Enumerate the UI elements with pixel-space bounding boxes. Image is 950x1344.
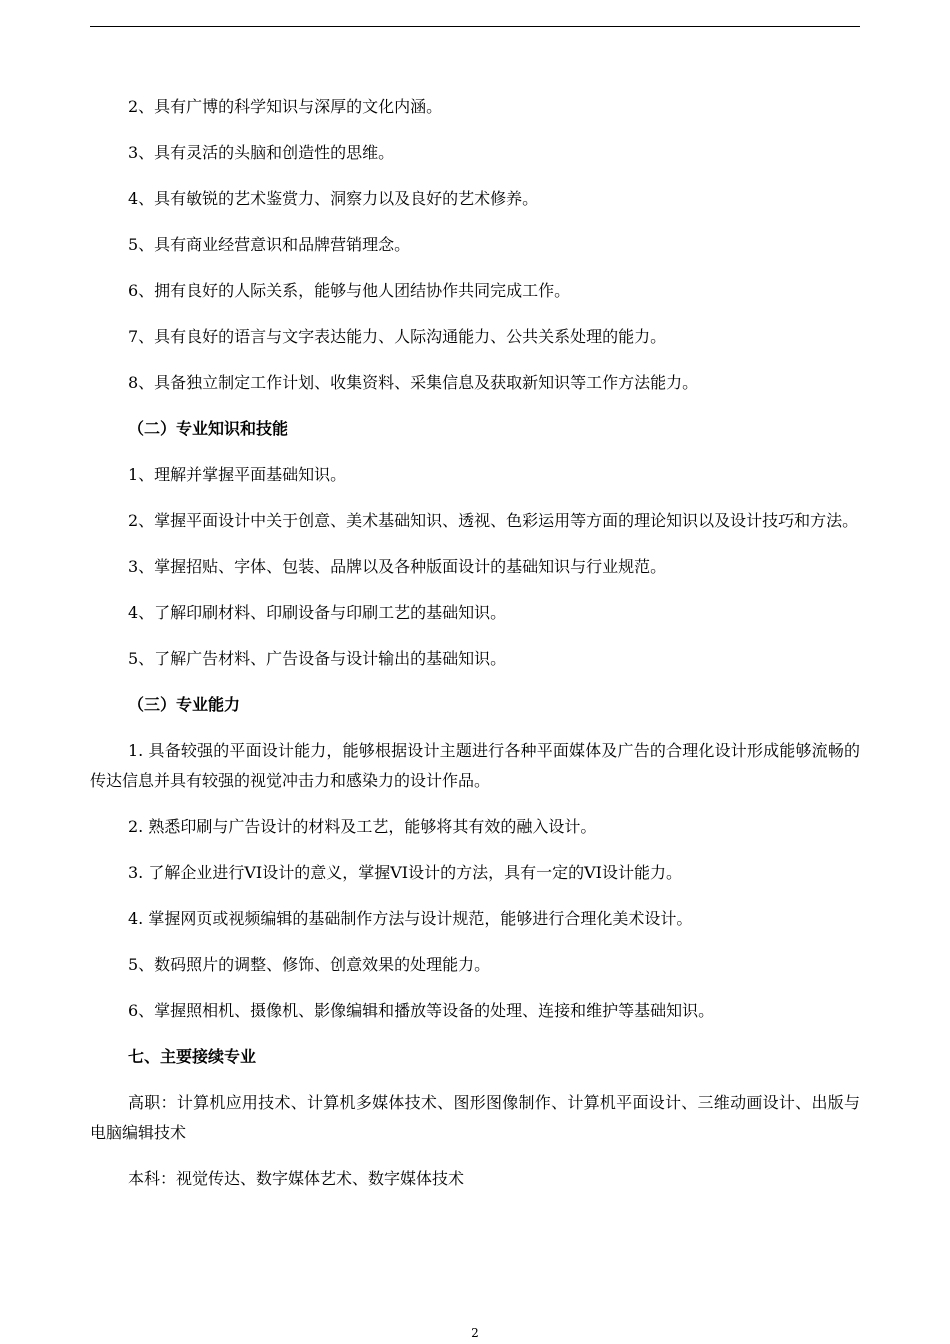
ability-item-6: 6、掌握照相机、摄像机、影像编辑和播放等设备的处理、连接和维护等基础知识。 xyxy=(128,1001,715,1020)
header-rule xyxy=(90,26,860,27)
knowledge-item-4: 4、了解印刷材料、印刷设备与印刷工艺的基础知识。 xyxy=(128,603,507,622)
personal-item-7: 7、具有良好的语言与文字表达能力、人际沟通能力、公共关系处理的能力。 xyxy=(128,327,667,346)
personal-item-5: 5、具有商业经营意识和品牌营销理念。 xyxy=(128,235,411,254)
knowledge-item-2: 2、掌握平面设计中关于创意、美术基础知识、透视、色彩运用等方面的理论知识以及设计技巧和方法。 xyxy=(128,511,859,530)
personal-item-3: 3、具有灵活的头脑和创造性的思维。 xyxy=(128,143,395,162)
continuation-undergraduate: 本科：视觉传达、数字媒体艺术、数字媒体技术 xyxy=(128,1169,465,1188)
personal-item-2: 2、具有广博的科学知识与深厚的文化内涵。 xyxy=(128,97,443,116)
personal-item-4: 4、具有敏锐的艺术鉴赏力、洞察力以及良好的艺术修养。 xyxy=(128,189,539,208)
personal-item-8: 8、具备独立制定工作计划、收集资料、采集信息及获取新知识等工作方法能力。 xyxy=(128,373,699,392)
ability-item-3: 3. 了解企业进行VI设计的意义，掌握VI设计的方法，具有一定的VI设计能力。 xyxy=(128,863,682,882)
personal-item-6: 6、拥有良好的人际关系，能够与他人团结协作共同完成工作。 xyxy=(128,281,571,300)
document-body xyxy=(90,92,860,1210)
ability-item-5: 5、数码照片的调整、修饰、创意效果的处理能力。 xyxy=(128,955,491,974)
knowledge-item-5: 5、了解广告材料、广告设备与设计输出的基础知识。 xyxy=(128,649,507,668)
knowledge-heading: （二）专业知识和技能 xyxy=(128,419,289,438)
continuation-vocational: 高职：计算机应用技术、计算机多媒体技术、图形图像制作、计算机平面设计、三维动画设计、出版与电脑编辑技术 xyxy=(90,1093,860,1142)
ability-heading: （三）专业能力 xyxy=(128,695,241,714)
continuation-heading: 七、主要接续专业 xyxy=(128,1047,257,1066)
knowledge-item-1: 1、理解并掌握平面基础知识。 xyxy=(128,465,347,484)
page-number: 2 xyxy=(471,1326,479,1340)
ability-item-2: 2. 熟悉印刷与广告设计的材料及工艺，能够将其有效的融入设计。 xyxy=(128,817,597,836)
ability-item-1: 1. 具备较强的平面设计能力，能够根据设计主题进行各种平面媒体及广告的合理化设计形成能够流畅的传达信息并具有较强的视觉冲击力和感染力的设计作品。 xyxy=(90,741,860,790)
knowledge-item-3: 3、掌握招贴、字体、包装、品牌以及各种版面设计的基础知识与行业规范。 xyxy=(128,557,667,576)
ability-item-4: 4. 掌握网页或视频编辑的基础制作方法与设计规范，能够进行合理化美术设计。 xyxy=(128,909,693,928)
